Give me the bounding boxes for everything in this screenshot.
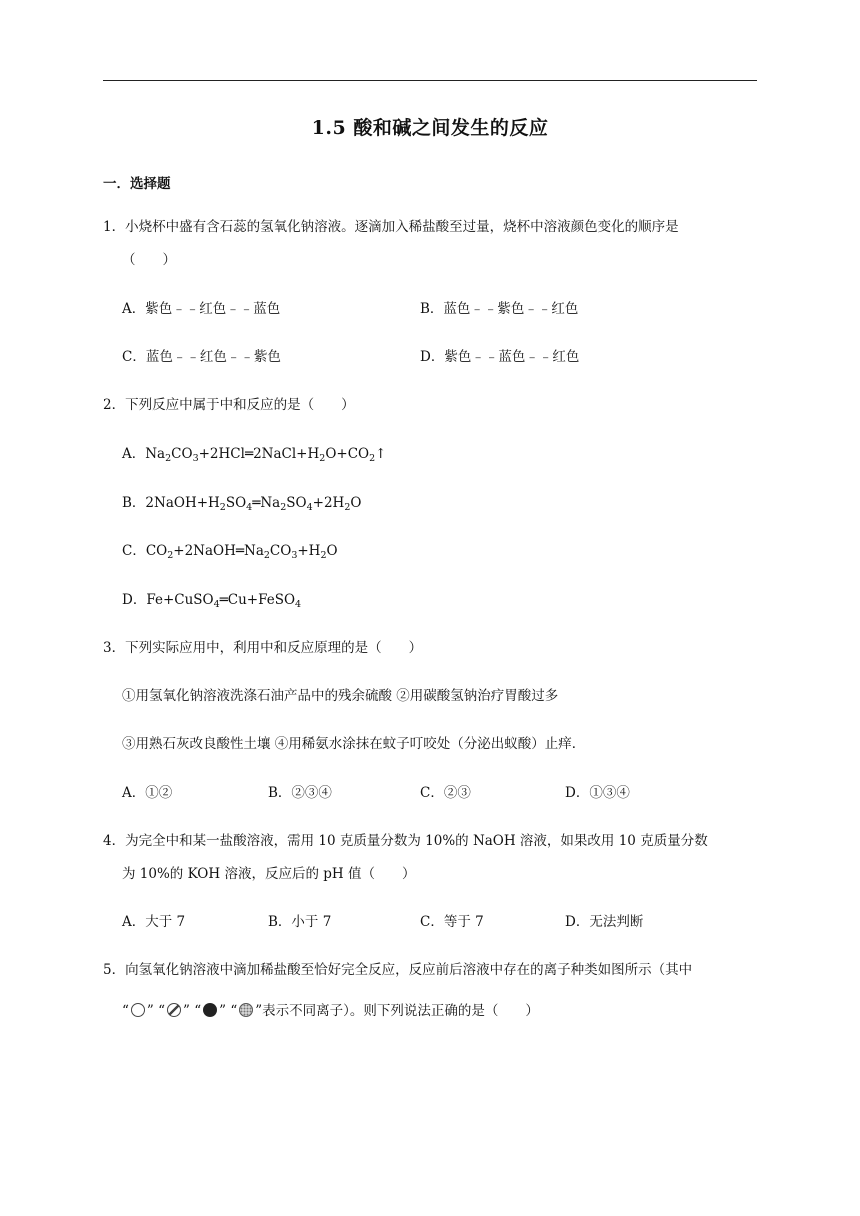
q2-option-b[interactable]: B．$2NaOH+H_2SO_4═Na_2SO_4+2H_2O$ [122, 495, 362, 513]
q5-stem-line2: “ ” “ ” “ ” “ ”表示不同离子）。则下列说法正确的是（ ） [122, 1003, 539, 1019]
q1-option-d[interactable]: D．紫色﹣﹣蓝色﹣﹣红色 [420, 349, 580, 365]
q3-option-b[interactable]: B．②③④ [268, 785, 332, 801]
hollow-ion-icon [131, 1003, 145, 1017]
q3-item-line1: ①用氢氧化钠溶液洗涤石油产品中的残余硫酸 ②用碳酸氢钠治疗胃酸过多 [122, 688, 559, 704]
q3-option-a[interactable]: A．①② [122, 785, 173, 801]
q4-stem-line1: 4．为完全中和某一盐酸溶液，需用 10 克质量分数为 10%的 NaOH 溶液，如果改用 10 克质量分数 [103, 833, 708, 849]
q2-option-d[interactable]: D．Fe+CuSO$_4$═Cu+FeSO$_4$ [122, 592, 302, 610]
q4-stem-line2: 为 10%的 KOH 溶液，反应后的 pH 值（ ） [122, 866, 416, 882]
q1-stem-line2: （ ） [122, 252, 176, 268]
q3-item-line2: ③用熟石灰改良酸性土壤 ④用稀氨水涂抹在蚊子叮咬处（分泌出蚁酸）止痒． [122, 736, 586, 752]
q3-stem: 3．下列实际应用中，利用中和反应原理的是（ ） [103, 640, 423, 656]
q1-option-c[interactable]: C．蓝色﹣﹣红色﹣﹣紫色 [122, 349, 281, 365]
q2-option-c[interactable]: C．$CO_2+2NaOH═Na_2CO_3+H_2O$ [122, 543, 338, 561]
solid-ion-icon [203, 1003, 217, 1017]
q4-option-b[interactable]: B．小于 7 [268, 914, 332, 930]
q2-stem: 2．下列反应中属于中和反应的是（ ） [103, 397, 355, 413]
slashed-ion-icon [167, 1003, 181, 1017]
q2-option-a[interactable]: A．$Na_2CO_3+2HCl═2NaCl+H_2O+CO_2↑$ [122, 446, 387, 464]
q4-option-c[interactable]: C．等于 7 [420, 914, 484, 930]
q4-option-a[interactable]: A．大于 7 [122, 914, 186, 930]
q5-stem-line1: 5．向氢氧化钠溶液中滴加稀盐酸至恰好完全反应，反应前后溶液中存在的离子种类如图所示（其中 [103, 962, 693, 978]
q1-option-b[interactable]: B．蓝色﹣﹣紫色﹣﹣红色 [420, 301, 579, 317]
q1-stem-line1: 1．小烧杯中盛有含石蕊的氢氧化钠溶液。逐滴加入稀盐酸至过量，烧杯中溶液颜色变化的顺序是 [103, 219, 679, 235]
q4-option-d[interactable]: D．无法判断 [565, 914, 644, 930]
page-title: 1.5 酸和碱之间发生的反应 [311, 117, 549, 139]
q1-option-a[interactable]: A．紫色﹣﹣红色﹣﹣蓝色 [122, 301, 281, 317]
q3-option-d[interactable]: D．①③④ [565, 785, 630, 801]
header-rule [103, 80, 757, 81]
q3-option-c[interactable]: C．②③ [420, 785, 471, 801]
dotted-ion-icon [239, 1003, 253, 1017]
section-heading: 一．选择题 [103, 176, 171, 192]
